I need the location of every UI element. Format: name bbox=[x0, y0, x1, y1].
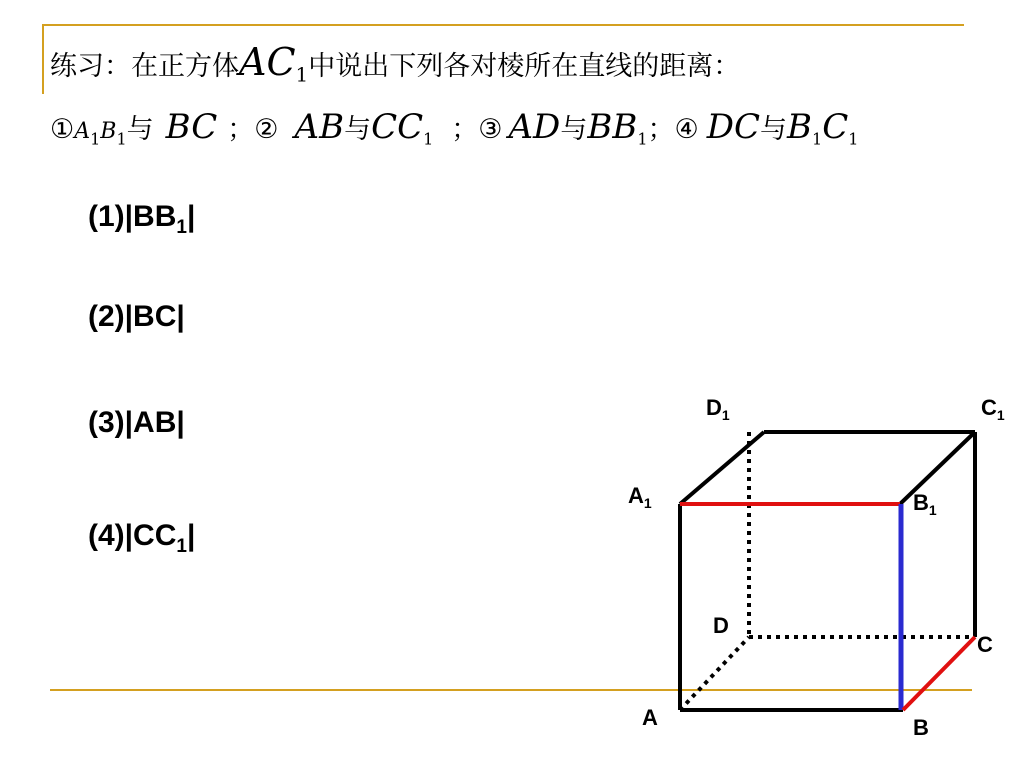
pair1-c: BC bbox=[165, 107, 218, 147]
cube-name: AC bbox=[239, 40, 296, 84]
pair4-c: C bbox=[822, 107, 849, 147]
pair3-c-sub: 1 bbox=[637, 129, 648, 149]
edge-A1D1 bbox=[680, 432, 764, 504]
label-B: B bbox=[913, 715, 929, 740]
pair4-b: B bbox=[787, 107, 812, 147]
label-C1: $C_1$ bbox=[981, 395, 1005, 423]
pair1-a-sub: 1 bbox=[90, 129, 101, 149]
pair3-a: AD bbox=[508, 107, 561, 147]
label-C: C bbox=[977, 632, 993, 657]
answer-4-text: (4)|CC bbox=[88, 519, 177, 552]
pair4-c-sub: 1 bbox=[848, 129, 859, 149]
title-suffix: 中说出下列各对棱所在直线的距离： bbox=[308, 51, 741, 82]
pair1-a: A bbox=[74, 119, 91, 144]
answer-1-text: (1)|BB bbox=[88, 200, 177, 233]
sep2: ；③ bbox=[451, 114, 503, 145]
pair4-b-sub: 1 bbox=[812, 129, 823, 149]
pair1-b: B bbox=[100, 119, 117, 144]
title-prefix: 练习：在正方体 bbox=[50, 51, 239, 82]
pair4-a: DC bbox=[706, 107, 760, 147]
pair4-conj: 与 bbox=[760, 114, 787, 145]
edge-B1C1 bbox=[900, 432, 975, 504]
edge-BC-highlight bbox=[903, 637, 975, 710]
edge-AD bbox=[680, 637, 749, 710]
pair2-c: CC bbox=[371, 107, 424, 147]
pair1-conj: 与 bbox=[126, 114, 154, 145]
sep3: ；④ bbox=[647, 114, 699, 145]
answer-4-sub: 1 bbox=[176, 536, 187, 557]
cube-name-sub: 1 bbox=[295, 62, 309, 87]
pair2-a: AB bbox=[294, 107, 345, 147]
label-B1: $B_1$ bbox=[913, 490, 937, 518]
answer-3-text: (3)|AB| bbox=[88, 406, 185, 439]
label-A: A bbox=[642, 705, 658, 730]
answer-1-sub: 1 bbox=[176, 217, 187, 238]
sep1: ；② bbox=[227, 114, 279, 145]
answer-4-end: | bbox=[186, 519, 196, 552]
label-A1: $A_1$ bbox=[628, 483, 652, 511]
pair2-conj: 与 bbox=[344, 114, 372, 145]
pair1-b-sub: 1 bbox=[116, 129, 127, 149]
pair1-mark: ① bbox=[50, 114, 75, 145]
answer-1-end: | bbox=[186, 200, 196, 233]
pair2-c-sub: 1 bbox=[423, 129, 434, 149]
pair3-conj: 与 bbox=[560, 114, 588, 145]
answer-2-text: (2)|BC| bbox=[88, 300, 185, 333]
pair3-c: BB bbox=[587, 107, 638, 147]
label-D1: $D_1$ bbox=[706, 395, 730, 423]
label-D: D bbox=[713, 613, 729, 638]
